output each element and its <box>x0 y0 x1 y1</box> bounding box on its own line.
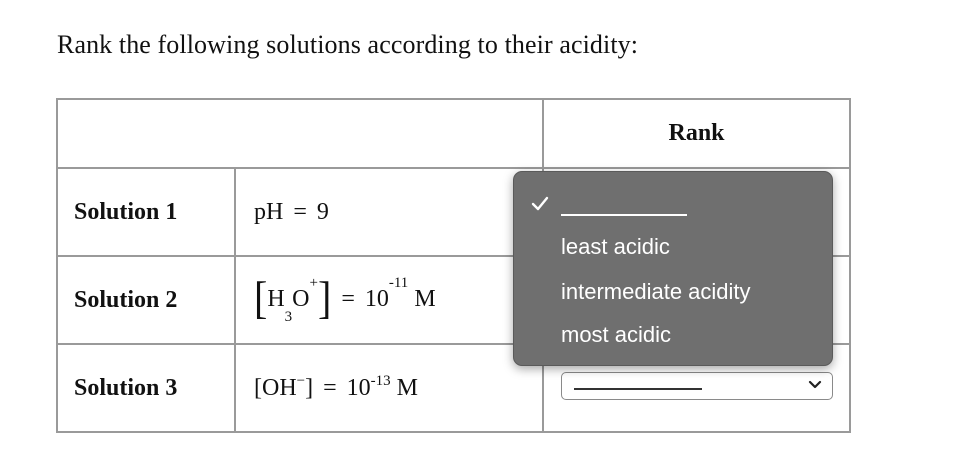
rank-select[interactable] <box>561 372 833 400</box>
species-o: O <box>292 285 310 312</box>
dropdown-option-least-acidic[interactable]: least acidic <box>561 234 670 259</box>
checkmark-icon <box>530 194 550 214</box>
solution-label: Solution 2 <box>57 256 235 344</box>
select-blank-value <box>574 388 702 390</box>
concentration-unit: M <box>414 285 436 312</box>
concentration-base: 10 <box>364 285 389 312</box>
species-charge: + <box>309 274 318 291</box>
concentration-exponent: -13 <box>370 372 391 389</box>
solution-formula <box>235 256 543 344</box>
concentration-exponent: -11 <box>388 274 409 291</box>
right-bracket: ] <box>305 374 314 401</box>
solution-label: Solution 3 <box>57 344 235 432</box>
species-charge: − <box>296 372 306 389</box>
species-h: H <box>267 285 285 312</box>
table-header-rank: Rank <box>543 99 850 168</box>
rank-dropdown-menu <box>513 171 833 366</box>
chevron-down-icon <box>808 378 822 392</box>
dropdown-option-intermediate-acidity[interactable]: intermediate acidity <box>561 279 751 304</box>
concentration-unit: M <box>396 374 419 401</box>
formula-value: 9 <box>316 198 329 225</box>
formula-lhs: pH <box>254 198 284 225</box>
solution-label: Solution 1 <box>57 168 235 256</box>
question-text: Rank the following solutions according to their acidity: <box>57 30 639 59</box>
right-bracket: ] <box>317 271 332 323</box>
equals-sign: = <box>293 198 307 225</box>
equals-sign: = <box>341 285 355 312</box>
dropdown-option-blank[interactable] <box>561 214 687 216</box>
solution-formula <box>235 168 543 256</box>
species-subscript: 3 <box>284 308 293 325</box>
dropdown-option-most-acidic[interactable]: most acidic <box>561 322 672 347</box>
equals-sign: = <box>323 374 337 401</box>
left-bracket: [ <box>254 271 268 323</box>
species-oh: [OH <box>254 374 297 401</box>
concentration-base: 10 <box>346 374 371 401</box>
solution-formula <box>235 344 543 432</box>
table-header-empty <box>57 99 543 168</box>
